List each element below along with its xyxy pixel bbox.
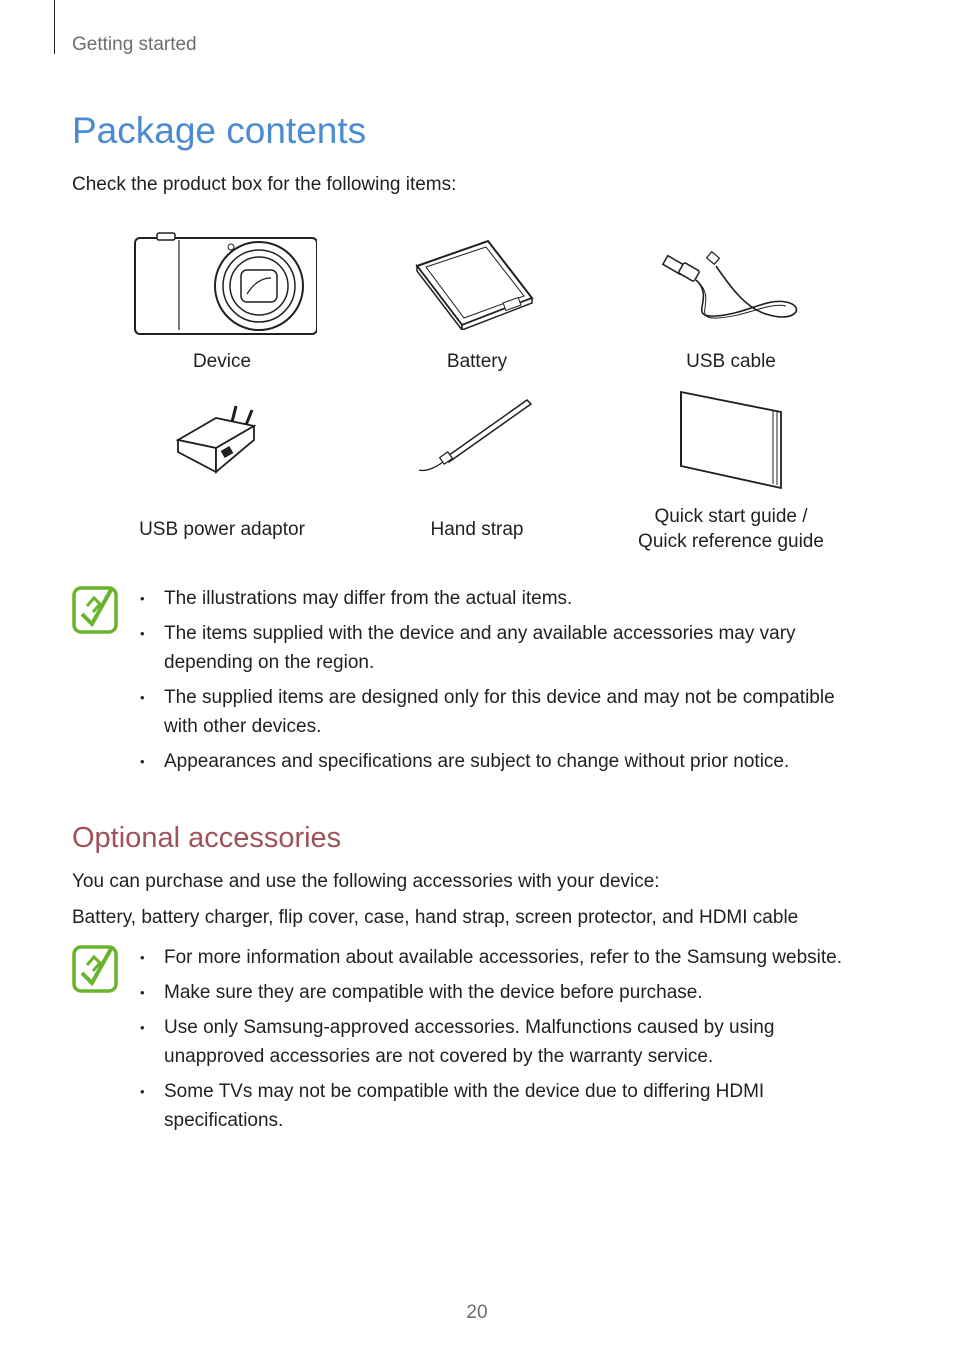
item-battery [357,238,597,330]
item-guide [611,388,851,490]
margin-rule [54,0,55,54]
page-title: Package contents [72,110,367,151]
note-item: • Some TVs may not be compatible with the device due to differing HDMI specifications. [138,1077,868,1135]
note-item: • Appearances and specifications are subject to change without prior notice. [138,747,868,776]
running-header: Getting started [72,34,197,55]
optional-intro: You can purchase and use the following accessories with your device: [72,871,660,892]
intro-text: Check the product box for the following items: [72,174,457,195]
note-pencil-icon [72,943,120,993]
item-label-battery: Battery [446,351,508,372]
item-label-guide-line2: Quick reference guide [638,531,824,552]
power-adaptor-icon [172,400,272,476]
note-item: • The items supplied with the device and any available accessories may vary depending on the region. [138,619,868,677]
optional-list: Battery, battery charger, flip cover, case, hand strap, screen protector, and HDMI cable [72,907,799,928]
camera-icon [127,230,317,340]
note-item: • For more information about available accessories, refer to the Samsung website. [138,943,868,972]
note-list-1 [138,584,868,782]
usb-cable-icon [656,248,806,328]
item-label-power-adaptor: USB power adaptor [139,519,305,540]
section-title-optional: Optional accessories [72,822,342,854]
item-usb-cable [611,248,851,328]
item-label-device: Device [192,351,252,372]
note-list-2 [138,943,868,1141]
item-device [102,230,342,340]
item-hand-strap [357,396,597,476]
page-number: 20 [466,1302,488,1323]
battery-icon [412,238,542,330]
item-label-guide: Quick start guide / [654,506,808,527]
hand-strap-icon [415,396,539,476]
guide-book-icon [673,388,789,490]
item-label-usb-cable: USB cable [686,351,776,372]
note-pencil-icon [72,584,120,634]
note-item: • Make sure they are compatible with the device before purchase. [138,978,868,1007]
item-label-hand-strap: Hand strap [430,519,524,540]
item-power-adaptor [102,400,342,476]
note-item: • The supplied items are designed only for this device and may not be compatible with other devices. [138,683,868,741]
note-item: • The illustrations may differ from the actual items. [138,584,868,613]
note-item: • Use only Samsung-approved accessories. Malfunctions caused by using unapproved accessories are not covered by the warranty service. [138,1013,868,1071]
